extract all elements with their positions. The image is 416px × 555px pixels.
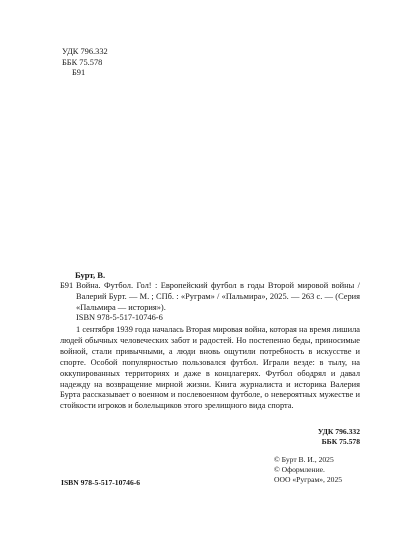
bbk-code: ББК 75.578: [62, 57, 103, 67]
bibliographic-entry: [60, 281, 360, 314]
isbn-main: ISBN 978-5-517-10746-6: [76, 313, 163, 322]
udk-code-bottom: УДК 796.332: [317, 427, 360, 436]
classification-codes-bottom: [318, 427, 360, 446]
author-mark: Б91: [72, 68, 86, 78]
bbk-code-bottom: ББК 75.578: [321, 436, 360, 446]
author-heading: Бурт, В.: [75, 270, 106, 280]
udk-code: УДК 796.332: [62, 47, 108, 56]
copyright-block: [274, 455, 342, 484]
entry-description: Война. Футбол. Гол! : Европейский футбол в годы Второй мировой войны / Валерий Бурт. — М. ; СПб. : «Руграм» / «Пальмира», 2025. — 263 с. — (Серия «Пальмира — история»).: [76, 281, 360, 312]
entry-author-mark: Б91: [60, 281, 74, 290]
isbn-bottom: ISBN 978-5-517-10746-6: [61, 478, 141, 487]
copyright-author: © Бурт В. И., 2025: [274, 455, 334, 464]
classification-codes-top: [62, 47, 108, 79]
copyright-design: © Оформление.: [274, 464, 325, 474]
annotation: 1 сентября 1939 года началась Вторая мировая война, которая на время лишила людей обычных человеческих забот и радостей. Но постепенно беды, приносимые войной, стали привычными, а люди вновь ощутили потребность в искусстве и спорте. Особой популярностью пользовался футбол. Играли везде: в тылу, на оккупированных территориях и даже в концлагерях. Футбол ободрял и давал надежду на возвращение мирной жизни. Книга журналиста и историка Валерия Бурта рассказывает о военном и послевоенном футболе, о невероятных мужестве и стойкости игроков и болельщиков этого зрелищного вида спорта.: [60, 325, 360, 411]
copyright-publisher: ООО «Руграм», 2025: [274, 474, 343, 484]
